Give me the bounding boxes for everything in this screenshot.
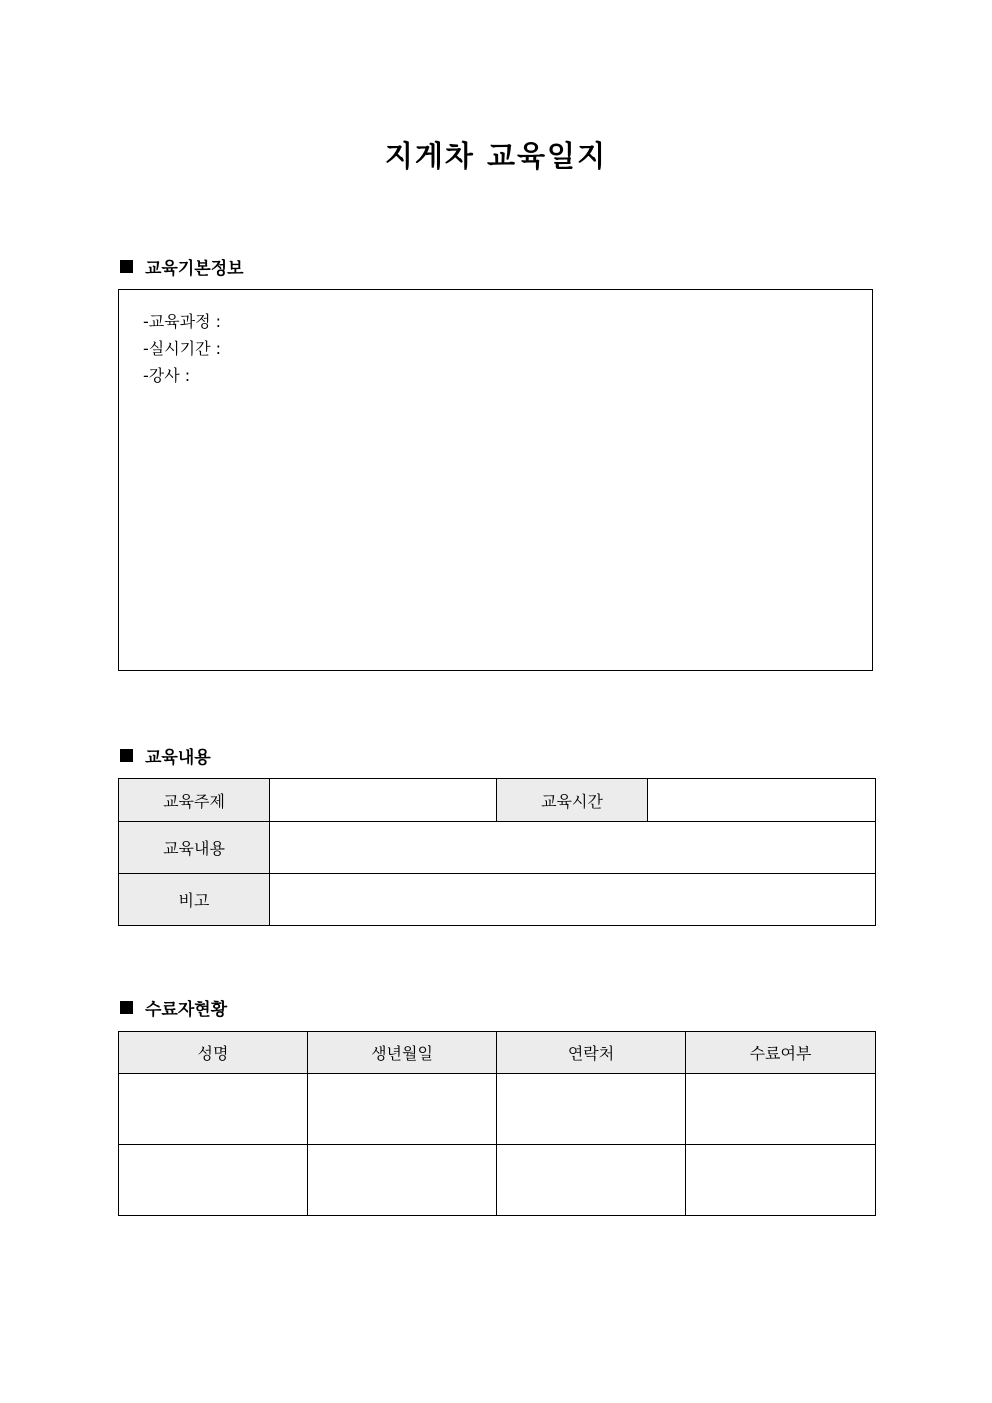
content-label: 교육내용	[119, 822, 270, 874]
basic-info-box[interactable]	[118, 289, 873, 671]
table-header-row	[119, 1032, 876, 1074]
birthdate-cell[interactable]	[308, 1074, 497, 1145]
name-cell[interactable]	[119, 1145, 308, 1216]
table-row	[119, 1074, 876, 1145]
time-value-cell[interactable]	[648, 779, 876, 822]
name-cell[interactable]	[119, 1074, 308, 1145]
topic-value-cell[interactable]	[270, 779, 497, 822]
period-line: -실시기간 :	[143, 339, 222, 358]
topic-label: 교육주제	[119, 779, 270, 822]
table-row	[119, 874, 876, 926]
contact-cell[interactable]	[497, 1145, 686, 1216]
column-header-name: 성명	[119, 1032, 308, 1074]
table-row	[119, 822, 876, 874]
section-trainees-label: 수료자현황	[145, 1000, 228, 1020]
section-trainees-heading	[120, 995, 227, 1020]
remarks-value-cell[interactable]	[270, 874, 876, 926]
time-label: 교육시간	[497, 779, 648, 822]
section-content-heading	[120, 743, 211, 768]
square-bullet-icon	[120, 1001, 133, 1014]
content-value-cell[interactable]	[270, 822, 876, 874]
section-basic-info-heading	[120, 254, 244, 279]
square-bullet-icon	[120, 260, 133, 273]
column-header-completion: 수료여부	[686, 1032, 876, 1074]
square-bullet-icon	[120, 749, 133, 762]
section-content-label: 교육내용	[145, 748, 211, 768]
basic-info-lines	[143, 308, 221, 389]
instructor-line: -강사 :	[143, 366, 191, 385]
trainee-table	[118, 1031, 876, 1216]
section-basic-info-label: 교육기본정보	[145, 259, 244, 279]
birthdate-cell[interactable]	[308, 1145, 497, 1216]
completion-cell[interactable]	[686, 1145, 876, 1216]
table-row	[119, 1145, 876, 1216]
completion-cell[interactable]	[686, 1074, 876, 1145]
remarks-label: 비고	[119, 874, 270, 926]
document-title: 지게차 교육일지	[384, 139, 608, 173]
contact-cell[interactable]	[497, 1074, 686, 1145]
table-row	[119, 779, 876, 822]
content-table	[118, 778, 876, 926]
column-header-contact: 연락처	[497, 1032, 686, 1074]
course-line: -교육과정 :	[143, 312, 222, 331]
column-header-birthdate: 생년월일	[308, 1032, 497, 1074]
